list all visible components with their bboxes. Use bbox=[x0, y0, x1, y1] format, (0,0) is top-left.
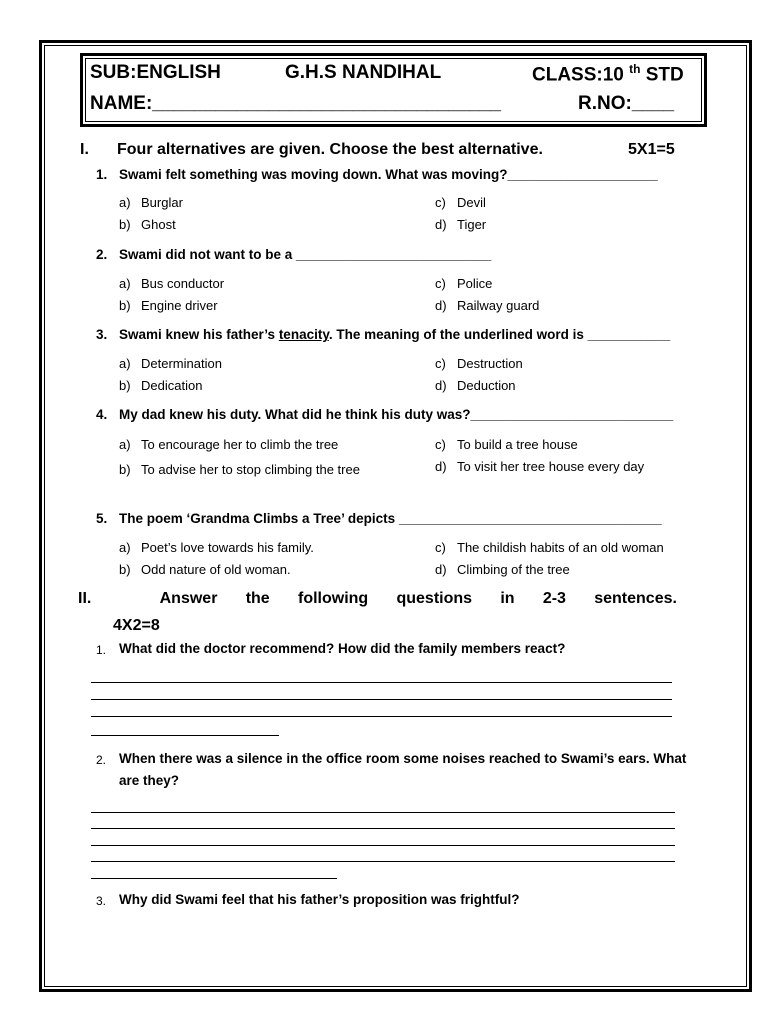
heading-word: following bbox=[297, 590, 369, 607]
option-label: c) bbox=[435, 540, 446, 555]
q3-option-b bbox=[119, 378, 202, 393]
class-superscript: th bbox=[629, 62, 641, 76]
option-text: Odd nature of old woman. bbox=[141, 562, 291, 577]
class-prefix: CLASS:10 bbox=[532, 64, 624, 86]
q2-option-c bbox=[435, 276, 492, 291]
q1-option-c bbox=[435, 195, 486, 210]
answer-line bbox=[91, 735, 279, 736]
heading-word: questions bbox=[396, 590, 473, 607]
option-label: b) bbox=[119, 462, 131, 477]
option-label: a) bbox=[119, 356, 131, 371]
option-text: Climbing of the tree bbox=[457, 562, 570, 577]
answer-line bbox=[91, 812, 675, 813]
answer-line bbox=[91, 828, 675, 829]
class-suffix: STD bbox=[645, 64, 684, 86]
s2-q2-text-line2: are they? bbox=[119, 773, 180, 788]
q3-option-a bbox=[119, 356, 222, 371]
option-text: Dedication bbox=[141, 378, 203, 393]
class-label bbox=[532, 62, 684, 86]
option-label: d) bbox=[435, 217, 447, 232]
section1-marks: 5X1=5 bbox=[628, 141, 675, 158]
q1-text: Swami felt something was moving down. What was moving?____________________ bbox=[119, 167, 658, 182]
option-label: b) bbox=[119, 378, 131, 393]
q5-option-c bbox=[435, 540, 664, 555]
answer-line bbox=[91, 845, 675, 846]
option-label: a) bbox=[119, 276, 131, 291]
answer-line bbox=[91, 699, 672, 700]
q5-option-b bbox=[119, 562, 291, 577]
q3-number: 3. bbox=[96, 327, 108, 342]
option-text: Devil bbox=[457, 195, 486, 210]
q4-text: My dad knew his duty. What did he think his duty was?___________________________ bbox=[119, 407, 674, 422]
section1-number: I. bbox=[80, 141, 89, 158]
s2-q2-text-line1: When there was a silence in the office room some noises reached to Swami’s ears. What bbox=[119, 751, 687, 766]
section2-heading bbox=[78, 590, 677, 608]
q1-option-a bbox=[119, 195, 183, 210]
option-label: c) bbox=[435, 437, 446, 452]
answer-line bbox=[91, 878, 337, 879]
q4-option-a bbox=[119, 437, 338, 452]
option-label: d) bbox=[435, 562, 447, 577]
q4-option-d bbox=[435, 459, 644, 474]
q5-option-a bbox=[119, 540, 314, 555]
s2-q1-number: 1. bbox=[96, 643, 107, 657]
option-label: c) bbox=[435, 276, 446, 291]
heading-word: sentences. bbox=[594, 590, 677, 607]
q2-option-b bbox=[119, 298, 218, 313]
q2-text: Swami did not want to be a __________________________ bbox=[119, 247, 492, 262]
option-text: Police bbox=[457, 276, 493, 291]
option-text: To visit her tree house every day bbox=[457, 459, 645, 474]
section1-title: Four alternatives are given. Choose the best alternative. bbox=[117, 141, 543, 158]
heading-word: Answer bbox=[159, 590, 218, 607]
option-text: Engine driver bbox=[141, 298, 218, 313]
q3-text-before: Swami knew his father’s bbox=[119, 327, 279, 342]
option-text: The childish habits of an old woman bbox=[457, 540, 664, 555]
answer-line bbox=[91, 861, 675, 862]
option-text: To build a tree house bbox=[457, 437, 578, 452]
option-text: Poet’s love towards his family. bbox=[141, 540, 314, 555]
option-label: d) bbox=[435, 298, 447, 313]
q1-option-d bbox=[435, 217, 486, 232]
option-text: Ghost bbox=[141, 217, 176, 232]
subject-label: SUB:ENGLISH bbox=[90, 62, 221, 83]
school-name: G.H.S NANDIHAL bbox=[285, 62, 442, 83]
q3-option-c bbox=[435, 356, 523, 371]
option-label: a) bbox=[119, 195, 131, 210]
section2-number: II. bbox=[78, 590, 92, 607]
q2-option-d bbox=[435, 298, 539, 313]
q1-option-b bbox=[119, 217, 176, 232]
q3-text bbox=[119, 327, 670, 342]
heading-word: in bbox=[500, 590, 515, 607]
option-label: d) bbox=[435, 459, 447, 474]
q5-text: The poem ‘Grandma Climbs a Tree’ depicts ___________________________________ bbox=[119, 511, 662, 526]
option-label: a) bbox=[119, 540, 131, 555]
q5-number: 5. bbox=[96, 511, 108, 526]
q4-option-b bbox=[119, 459, 369, 481]
q2-number: 2. bbox=[96, 247, 108, 262]
option-text: Determination bbox=[141, 356, 222, 371]
heading-word: the bbox=[245, 590, 270, 607]
q1-number: 1. bbox=[96, 167, 108, 182]
option-text: Burglar bbox=[141, 195, 183, 210]
option-text: Deduction bbox=[457, 378, 516, 393]
q3-option-d bbox=[435, 378, 516, 393]
option-label: b) bbox=[119, 217, 131, 232]
q2-option-a bbox=[119, 276, 224, 291]
s2-q2-number: 2. bbox=[96, 753, 107, 767]
option-text: Tiger bbox=[457, 217, 487, 232]
heading-word: 2-3 bbox=[542, 590, 566, 607]
q3-underlined-word: tenacity bbox=[278, 327, 329, 342]
rno-field: R.NO:____ bbox=[578, 93, 675, 114]
option-label: d) bbox=[435, 378, 447, 393]
option-label: b) bbox=[119, 562, 131, 577]
answer-line bbox=[91, 716, 672, 717]
s2-q3-number: 3. bbox=[96, 894, 107, 908]
section2-marks: 4X2=8 bbox=[113, 617, 160, 634]
option-label: b) bbox=[119, 298, 131, 313]
name-field: NAME:_________________________________ bbox=[90, 93, 501, 114]
q3-text-after: . The meaning of the underlined word is ___________ bbox=[328, 327, 671, 342]
option-label: a) bbox=[119, 437, 131, 452]
q4-option-c bbox=[435, 437, 578, 452]
answer-line bbox=[91, 682, 672, 683]
s2-q3-text: Why did Swami feel that his father’s proposition was frightful? bbox=[119, 892, 520, 907]
option-text: Destruction bbox=[457, 356, 523, 371]
q4-number: 4. bbox=[96, 407, 108, 422]
option-text: Railway guard bbox=[457, 298, 540, 313]
option-label: c) bbox=[435, 195, 446, 210]
option-label: c) bbox=[435, 356, 446, 371]
option-text: To advise her to stop climbing the tree bbox=[141, 462, 360, 477]
q5-option-d bbox=[435, 562, 570, 577]
option-text: To encourage her to climb the tree bbox=[141, 437, 339, 452]
s2-q1-text: What did the doctor recommend? How did the family members react? bbox=[119, 641, 566, 656]
option-text: Bus conductor bbox=[141, 276, 225, 291]
